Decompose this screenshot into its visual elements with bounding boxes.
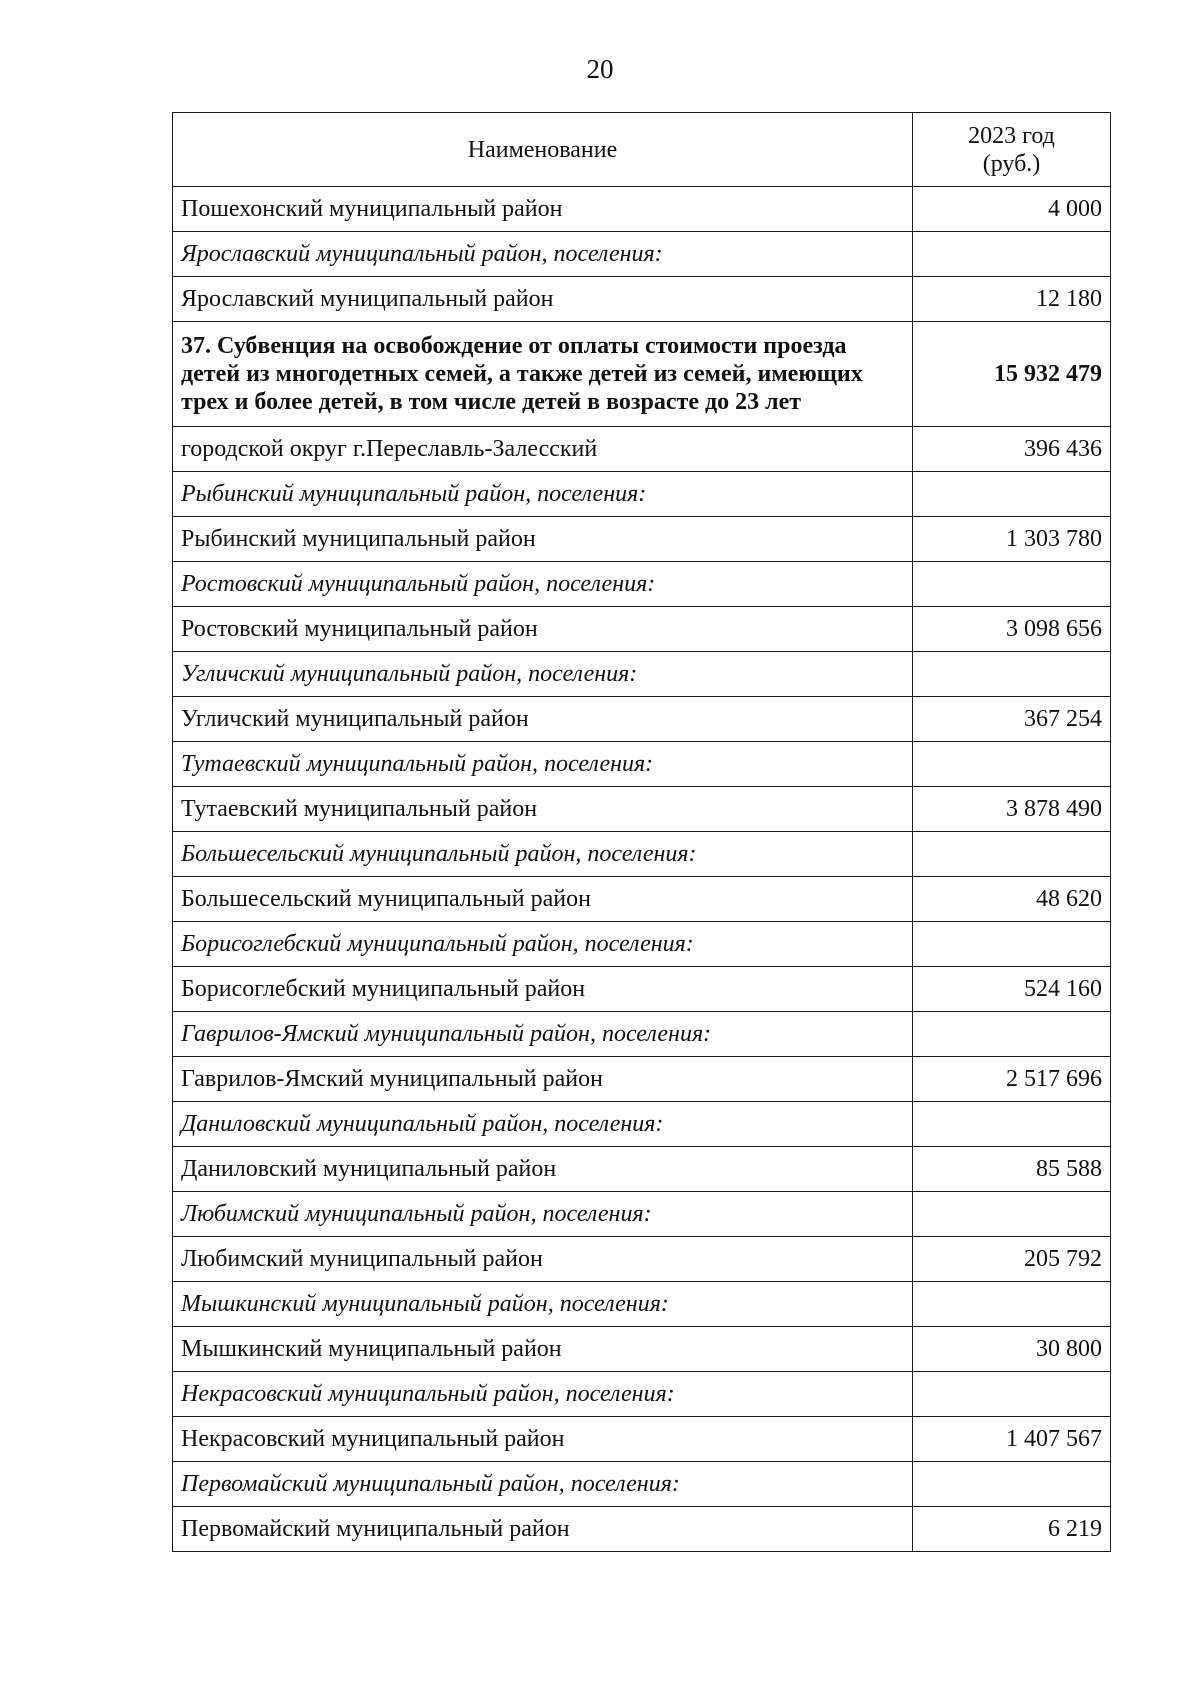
row-value-cell: [913, 1192, 1111, 1237]
row-value-cell: 48 620: [913, 877, 1111, 922]
row-value-cell: [913, 832, 1111, 877]
table-row: [173, 1327, 1111, 1372]
row-value-cell: [913, 1462, 1111, 1507]
table-row-section-total: [173, 322, 1111, 427]
table-row-group-heading: [173, 562, 1111, 607]
row-name-cell: Любимский муниципальный район, поселения:: [173, 1192, 913, 1237]
table-body: [173, 187, 1111, 1552]
row-value-cell: [913, 1102, 1111, 1147]
row-name-cell: Угличский муниципальный район: [173, 697, 913, 742]
row-value-cell: [913, 1282, 1111, 1327]
table-row: [173, 1417, 1111, 1462]
row-name-cell: 37. Субвенция на освобождение от оплаты стоимости проезда детей из многодетных семей, а также детей из семей, имеющих трех и более детей, в том числе детей в возрасте до 23 лет: [173, 322, 913, 427]
row-value-cell: [913, 1012, 1111, 1057]
table-row: [173, 607, 1111, 652]
row-name-cell: Борисоглебский муниципальный район, поселения:: [173, 922, 913, 967]
row-value-cell: [913, 1372, 1111, 1417]
table-row: [173, 967, 1111, 1012]
table-row-group-heading: [173, 922, 1111, 967]
row-name-cell: Ярославский муниципальный район, поселения:: [173, 232, 913, 277]
row-name-cell: Тутаевский муниципальный район, поселения:: [173, 742, 913, 787]
table-row: [173, 187, 1111, 232]
row-name-cell: Пошехонский муниципальный район: [173, 187, 913, 232]
row-name-cell: Борисоглебский муниципальный район: [173, 967, 913, 1012]
column-header-name: Наименование: [173, 113, 913, 187]
row-name-cell: Даниловский муниципальный район, поселения:: [173, 1102, 913, 1147]
row-name-cell: Мышкинский муниципальный район, поселения:: [173, 1282, 913, 1327]
row-value-cell: 1 407 567: [913, 1417, 1111, 1462]
row-name-cell: Большесельский муниципальный район: [173, 877, 913, 922]
row-value-cell: 30 800: [913, 1327, 1111, 1372]
row-name-cell: Гаврилов-Ямский муниципальный район: [173, 1057, 913, 1102]
row-name-cell: городской округ г.Переславль-Залесский: [173, 427, 913, 472]
row-value-cell: 3 098 656: [913, 607, 1111, 652]
table-row: [173, 517, 1111, 562]
row-value-cell: 15 932 479: [913, 322, 1111, 427]
table-row-group-heading: [173, 1462, 1111, 1507]
table-row: [173, 877, 1111, 922]
row-name-cell: Гаврилов-Ямский муниципальный район, поселения:: [173, 1012, 913, 1057]
table-row: [173, 1147, 1111, 1192]
row-value-cell: [913, 472, 1111, 517]
row-value-cell: 2 517 696: [913, 1057, 1111, 1102]
table-row: [173, 427, 1111, 472]
row-name-cell: Даниловский муниципальный район: [173, 1147, 913, 1192]
row-name-cell: Любимский муниципальный район: [173, 1237, 913, 1282]
row-value-cell: 524 160: [913, 967, 1111, 1012]
column-header-unit: (руб.): [982, 150, 1041, 177]
table-row-group-heading: [173, 652, 1111, 697]
column-header-value: [913, 113, 1111, 187]
row-value-cell: 396 436: [913, 427, 1111, 472]
row-value-cell: 367 254: [913, 697, 1111, 742]
row-name-cell: Ярославский муниципальный район: [173, 277, 913, 322]
row-name-cell: Первомайский муниципальный район: [173, 1507, 913, 1552]
row-name-cell: Некрасовский муниципальный район: [173, 1417, 913, 1462]
row-name-cell: Угличский муниципальный район, поселения:: [173, 652, 913, 697]
page-number: 20: [586, 54, 614, 84]
table-row: [173, 787, 1111, 832]
table-row-group-heading: [173, 832, 1111, 877]
table-header-row: [173, 113, 1111, 187]
table-row: [173, 1237, 1111, 1282]
table-row-group-heading: [173, 232, 1111, 277]
table-row-group-heading: [173, 1372, 1111, 1417]
row-name-cell: Рыбинский муниципальный район: [173, 517, 913, 562]
table-row-group-heading: [173, 472, 1111, 517]
row-value-cell: 3 878 490: [913, 787, 1111, 832]
table-row: [173, 1057, 1111, 1102]
row-value-cell: [913, 232, 1111, 277]
subsidy-table: [172, 112, 1111, 1552]
row-value-cell: [913, 562, 1111, 607]
row-name-cell: Тутаевский муниципальный район: [173, 787, 913, 832]
column-header-year: 2023 год: [968, 122, 1055, 149]
table-row-group-heading: [173, 1282, 1111, 1327]
row-value-cell: 6 219: [913, 1507, 1111, 1552]
row-name-cell: Некрасовский муниципальный район, поселения:: [173, 1372, 913, 1417]
row-name-cell: Мышкинский муниципальный район: [173, 1327, 913, 1372]
table-row: [173, 1507, 1111, 1552]
row-value-cell: 205 792: [913, 1237, 1111, 1282]
row-value-cell: 12 180: [913, 277, 1111, 322]
table-row-group-heading: [173, 1102, 1111, 1147]
row-value-cell: [913, 922, 1111, 967]
row-value-cell: [913, 742, 1111, 787]
table-row-group-heading: [173, 742, 1111, 787]
table-row-group-heading: [173, 1192, 1111, 1237]
row-value-cell: 85 588: [913, 1147, 1111, 1192]
table-row: [173, 697, 1111, 742]
table-row-group-heading: [173, 1012, 1111, 1057]
row-name-cell: Рыбинский муниципальный район, поселения:: [173, 472, 913, 517]
row-value-cell: [913, 652, 1111, 697]
table-row: [173, 277, 1111, 322]
row-value-cell: 4 000: [913, 187, 1111, 232]
row-name-cell: Первомайский муниципальный район, поселения:: [173, 1462, 913, 1507]
row-name-cell: Большесельский муниципальный район, поселения:: [173, 832, 913, 877]
row-name-cell: Ростовский муниципальный район: [173, 607, 913, 652]
row-value-cell: 1 303 780: [913, 517, 1111, 562]
row-name-cell: Ростовский муниципальный район, поселения:: [173, 562, 913, 607]
